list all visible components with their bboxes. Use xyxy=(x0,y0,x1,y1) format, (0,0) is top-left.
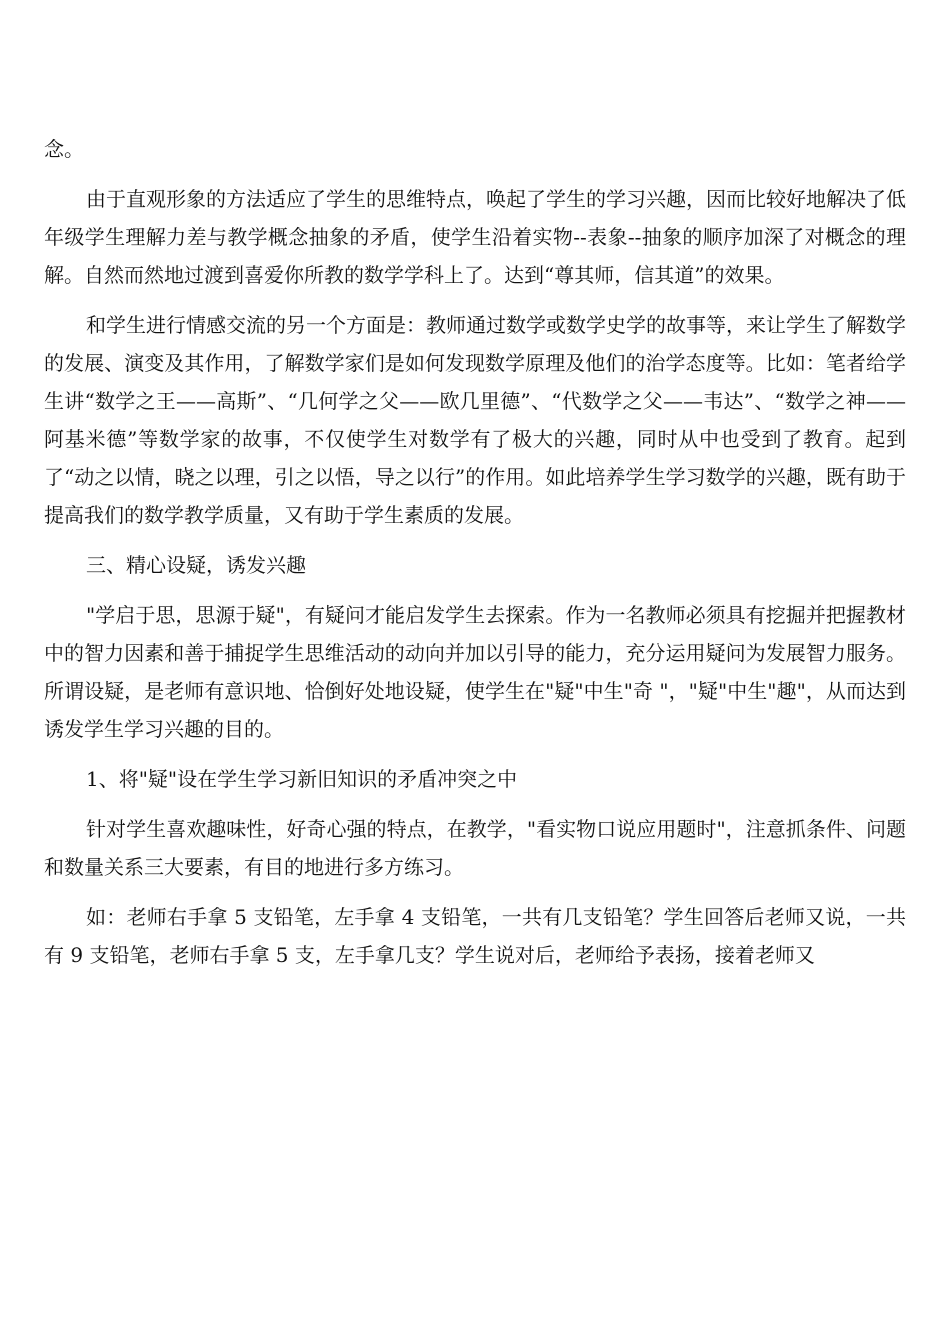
document-body xyxy=(44,128,906,974)
subsection-heading: 1、将"疑"设在学生学习新旧知识的矛盾冲突之中 xyxy=(86,767,518,791)
section-heading: 三、精心设疑，诱发兴趣 xyxy=(86,553,306,577)
paragraph-continuation: 念。 xyxy=(44,137,84,161)
paragraph-interest: 针对学生喜欢趣味性，好奇心强的特点，在教学，"看实物口说应用题时"，注意抓条件、问题和数量关系三大要素，有目的地进行多方练习。 xyxy=(44,817,906,879)
paragraph-emotional-exchange: 和学生进行情感交流的另一个方面是：教师通过数学或数学史学的故事等，来让学生了解数学的发展、演变及其作用，了解数学家们是如何发现数学原理及他们的治学态度等。比如：笔者给学生讲“数学之王——高斯”、“几何学之父——欧几里德”、“代数学之父——韦达”、“数学之神——阿基米德”等数学家的故事，不仅使学生对数学有了极大的兴趣，同时从中也受到了教育。起到了“动之以情，晓之以理，引之以悟，导之以行”的作用。如此培养学生学习数学的兴趣，既有助于提高我们的数学教学质量，又有助于学生素质的发展。 xyxy=(44,313,906,527)
paragraph-intuitive-method: 由于直观形象的方法适应了学生的思维特点，唤起了学生的学习兴趣，因而比较好地解决了低年级学生理解力差与教学概念抽象的矛盾，使学生沿着实物--表象--抽象的顺序加深了对概念的理解。自然而然地过渡到喜爱你所教的数学学科上了。达到“尊其师，信其道”的效果。 xyxy=(44,187,906,287)
paragraph-doubt: "学启于思，思源于疑"，有疑问才能启发学生去探索。作为一名教师必须具有挖掘并把握教材中的智力因素和善于捕捉学生思维活动的动向并加以引导的能力，充分运用疑问为发展智力服务。所谓设疑，是老师有意识地、恰倒好处地设疑，使学生在"疑"中生"奇 "，"疑"中生"趣"，从而达到诱发学生学习兴趣的目的。 xyxy=(44,603,906,741)
paragraph-example: 如：老师右手拿 5 支铅笔，左手拿 4 支铅笔，一共有几支铅笔？学生回答后老师又说，一共有 9 支铅笔，老师右手拿 5 支，左手拿几支？学生说对后，老师给予表扬，接着老师又 xyxy=(44,905,906,967)
